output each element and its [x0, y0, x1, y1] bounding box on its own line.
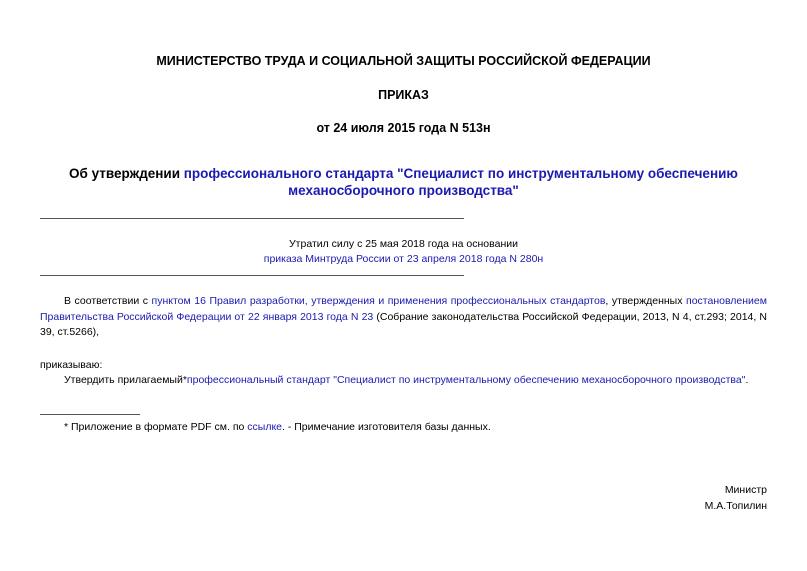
rules-point-16-link[interactable]: пунктом 16 Правил разработки, утверждения и применения профессиональных стандартов: [151, 295, 606, 307]
ministry-heading: МИНИСТЕРСТВО ТРУДА И СОЦИАЛЬНОЙ ЗАЩИТЫ РОССИЙСКОЙ ФЕДЕРАЦИИ: [156, 54, 651, 68]
approve-text-a: Утвердить прилагаемый*: [64, 374, 187, 386]
title-prefix: Об утверждении: [69, 166, 184, 181]
status-note: Утратил силу с 25 мая 2018 года на основании: [289, 238, 518, 250]
preamble-text-a: В соответствии с: [64, 295, 152, 307]
divider-top: [40, 218, 464, 219]
signature-name: М.А.Топилин: [704, 500, 767, 512]
document-date-number: от 24 июля 2015 года N 513н: [316, 121, 491, 135]
footnote-text-b: . - Примечание изготовителя базы данных.: [282, 421, 491, 433]
professional-standard-link[interactable]: профессиональный стандарт "Специалист по инструментальному обеспечению механосборочного производства": [186, 374, 746, 386]
document-title: [40, 165, 767, 199]
signature-role: Министр: [724, 484, 767, 496]
title-standard-link[interactable]: профессионального стандарта "Специалист по инструментальному обеспечению механосборочного производства": [183, 166, 738, 198]
approve-text-b: .: [745, 374, 749, 386]
approve-paragraph: [40, 373, 767, 389]
preamble-paragraph: [40, 294, 767, 341]
document-type: ПРИКАЗ: [378, 88, 429, 102]
repeal-order-link[interactable]: приказа Минтруда России от 23 апреля 2018 года N 280н: [263, 253, 544, 265]
order-word: приказываю:: [40, 359, 103, 371]
preamble-text-b: , утвержденных: [605, 295, 687, 307]
status-note-link-line: [40, 252, 767, 266]
footnote-text-a: * Приложение в формате PDF см. по: [64, 421, 248, 433]
footnote: [64, 421, 491, 433]
footnote-divider: [40, 414, 140, 415]
preamble-text-c: (Собрание законодательства Российской Федерации, 2013, N 4, ст.293; 2014, N 39, ст.5266),: [40, 310, 767, 338]
pdf-link[interactable]: ссылке: [247, 421, 282, 433]
government-decree-link[interactable]: постановлением Правительства Российской Федерации от 22 января 2013 года N 23: [40, 295, 767, 323]
divider-bottom: [40, 275, 464, 276]
